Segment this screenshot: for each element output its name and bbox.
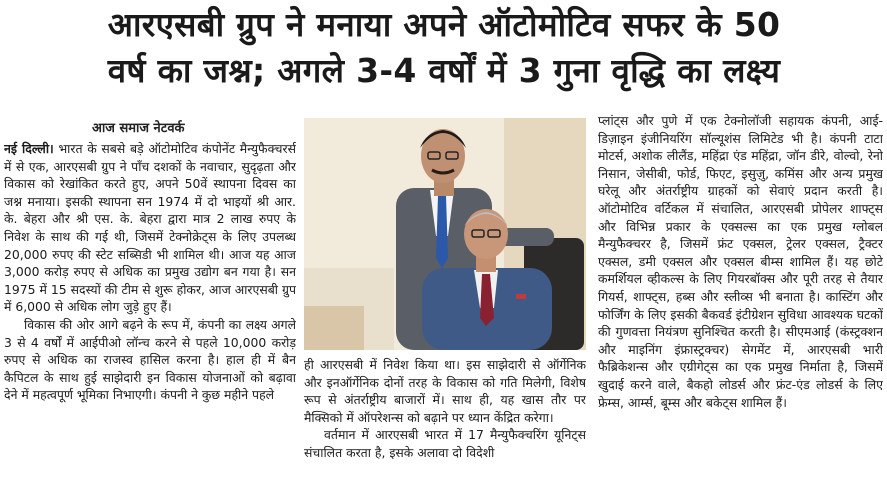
article-paragraph: प्लांट्स और पुणे में एक टेक्नोलॉजी सहायक कंपनी, आई-डिज़ाइन इंजीनियरिंग सॉल्यूशंस लिमिटेड भी है। कंपनी टाटा मोटर्स, अशोक लीलैंड, महिंद्रा एंड महिंद्रा, जॉन डीरे, वोल्वो, रेनो निसान, जेसीबी, फोर्ड, फिएट, इसुज़ु, कमिंस और अन्य प्रमुख घरेलू और अंतर्राष्ट्रीय ग्राहकों को सेवाएं प्रदान करती है। ऑटोमोटिव वर्टिकल में संचालित, आरएसबी प्रोपेलर शाफ्ट्स और विभिन्न प्रकार के एक्सल्स का एक प्रमुख ग्लोबल मैन्युफैक्चरर है, जिसमें फ्रंट एक्सल, ट्रेलर एक्सल, ट्रैक्टर एक्सल, डमी एक्सल और एक्सल बीम्स शामिल हैं। यह छोटे कमर्शियल व्हीकल्स के लिए गियरबॉक्स और पूरी तरह से तैयार गियर्स, शाफ्ट्स, हब्स और स्लीव्स भी बनाता है। कास्टिंग और फोर्जिंग के लिए इसकी बैकवर्ड इंटीग्रेशन सुविधा आवश्यक घटकों की गुणवत्ता नियंत्रण सुनिश्चित करती है। सीएमआई (कंस्ट्रक्शन और माइनिंग इंफ्रास्ट्रक्चर) सेगमेंट में, आरएसबी भारी फैब्रिकेशन्स और एग्रीगेट्स का एक प्रमुख निर्माता है, जिसमें खुदाई करने वाले, बैकहो लोडर्स और फ्रंट-एंड लोडर्स के लिए फ्रेम्स, आर्म्स, बूम्स और बकेट्स शामिल हैं। xyxy=(598,113,883,410)
headline xyxy=(8,2,880,94)
paragraph-text: भारत के सबसे बड़े ऑटोमोटिव कंपोनेंट मैन्युफैक्चरर्स में से एक, आरएसबी ग्रुप ने पाँच दशकों के नवाचार, सुदृढ़ता और विकास को रेखांकित करते हुए, अपने 50वें स्थापना दिवस का जश्न मनाया। इसकी स्थापना सन 1974 में दो भाइयों श्री आर. के. बेहरा और श्री एस. के. बेहरा द्वारा मात्र 2 लाख रुपए के निवेश के साथ की गई थी, जिसमें टेक्नोक्रेट्स के लिए उपलब्ध 20,000 रुपए की स्टेट सब्सिडी भी शामिल थी। आज यह आज 3,000 करोड़ रुपए से अधिक का प्रमुख उद्योग बन गया है। सन 1975 में 15 सदस्यों की टीम से शुरू होकर, आज आरएसबी ग्रुप में 6,000 से अधिक लोग जुड़े हुए हैं। xyxy=(4,141,296,315)
headline-line-1: आरएसबी ग्रुप ने मनाया अपने ऑटोमोटिव सफर के 50 xyxy=(107,5,781,44)
headline-line-2: वर्ष का जश्न; अगले 3-4 वर्षों में 3 गुना वृद्धि का लक्ष्य xyxy=(107,51,781,90)
article-column-2 xyxy=(304,356,586,500)
article-column-1 xyxy=(4,140,296,500)
article-paragraph: विकास की ओर आगे बढ़ने के रूप में, कंपनी का लक्ष्य अगले 3 से 4 वर्षों में आईपीओ लॉन्च करने से पहले 10,000 करोड़ रुपए से अधिक का राजस्व हासिल करना है। हाल ही में बैन कैपिटल के साथ हुई साझेदारी इन विकास योजनाओं को बढ़ावा देने में महत्वपूर्ण भूमिका निभाएगी। कंपनी ने कुछ महीने पहले xyxy=(4,316,296,403)
byline: आज समाज नेटवर्क xyxy=(92,121,185,136)
article-column-3 xyxy=(598,112,883,500)
article-paragraph: वर्तमान में आरएसबी भारत में 17 मैन्युफैक्चरिंग यूनिट्स संचालित करता है, इसके अलावा दो विदेशी xyxy=(304,427,586,460)
article-paragraph: ही आरएसबी में निवेश किया था। इस साझेदारी से ऑर्गेनिक और इनऑर्गेनिक दोनों तरह के विकास को गति मिलेगी, विशेष रूप से अंतर्राष्ट्रीय बाजारों में। साथ ही, यह खास तौर पर मैक्सिको में ऑपरेशन्स को बढ़ाने पर ध्यान केंद्रित करेगा। xyxy=(304,357,586,425)
news-photo xyxy=(304,118,586,350)
article-paragraph xyxy=(4,140,296,316)
photo-illustration xyxy=(304,118,586,350)
dateline: नई दिल्ली। xyxy=(4,141,54,156)
